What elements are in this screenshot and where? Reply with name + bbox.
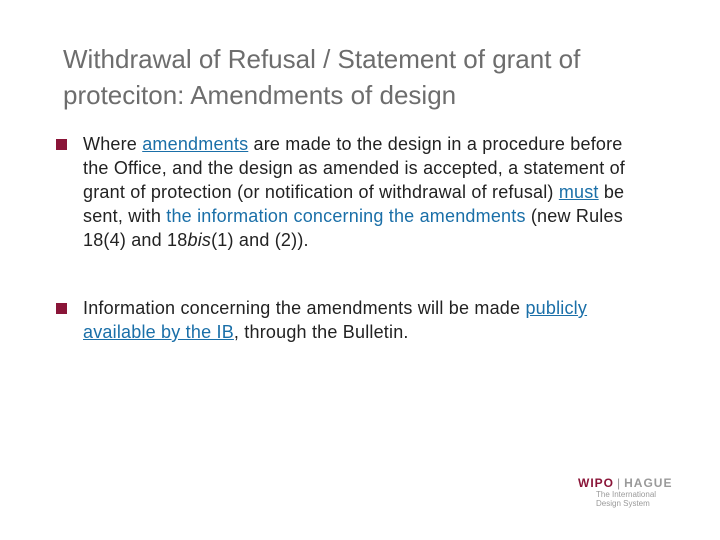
bullet-text: , through the Bulletin. [233, 322, 409, 342]
publicly-available-link[interactable]: publicly available by the IB [83, 298, 588, 342]
bis-italic: bis [187, 230, 212, 250]
bullet-text: (new Rules 18(4) and 18 [83, 206, 623, 250]
logo-subtitle-line1: The International [596, 490, 657, 499]
logo-wordmark [578, 476, 708, 490]
amendments-link[interactable]: amendments [142, 134, 249, 154]
slide-title-line1: Withdrawal of Refusal / Statement of grant of [63, 44, 581, 74]
logo-subtitle-line2: Design System [596, 499, 650, 508]
square-bullet-icon [56, 303, 67, 314]
bullet-text: Information concerning the amendments will be made [83, 298, 526, 318]
slide-title-line2: proteciton: Amendments of design [63, 80, 457, 110]
square-bullet-icon [56, 139, 67, 150]
slide-title [63, 41, 683, 113]
bullet-item-public-availability [56, 296, 646, 344]
bullet-item-amendments-statement [56, 132, 646, 252]
bullet-list [56, 132, 646, 344]
bullet-text: are made to the design in a procedure before the Office, and the design as amended is accepted, a statement of grant of protection (or notification of withdrawal of refusal) [83, 134, 626, 202]
bullet-text: be sent, with [83, 182, 625, 226]
bullet-text: (1) and (2)). [211, 230, 309, 250]
wipo-hague-logo [578, 476, 708, 512]
logo-wipo: WIPO [578, 476, 614, 490]
bullet-text: Where [83, 134, 143, 154]
amendments-information-highlight: the information concerning the amendments [166, 206, 526, 226]
logo-separator: | [617, 476, 622, 490]
must-link[interactable]: must [558, 182, 599, 202]
logo-hague: HAGUE [624, 476, 673, 490]
